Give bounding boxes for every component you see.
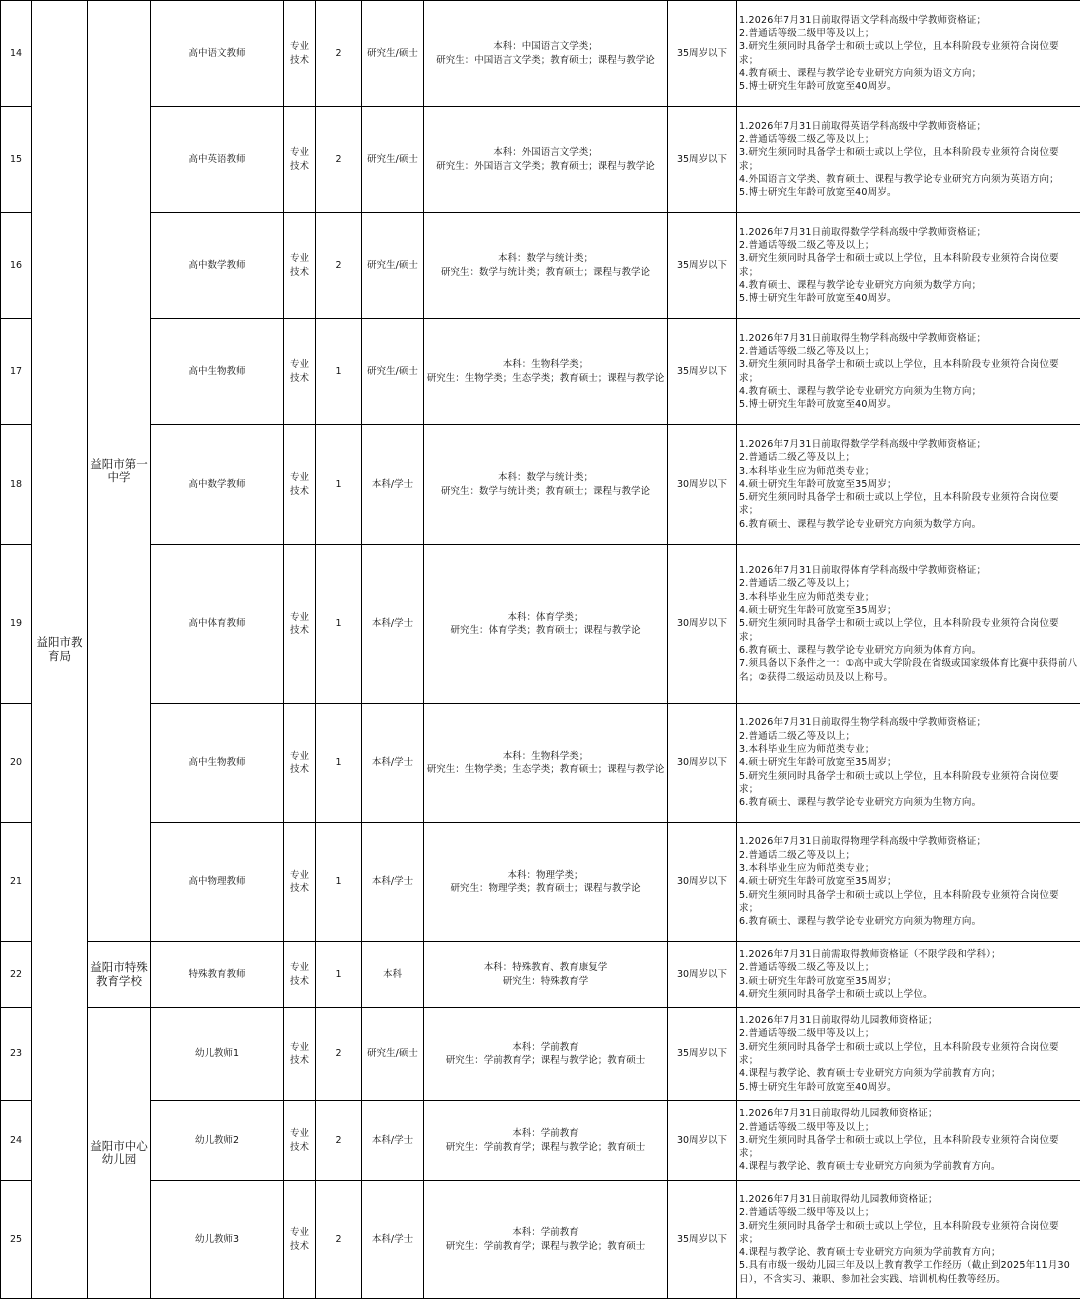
age-limit: 30周岁以下	[668, 425, 737, 545]
post-category: 专业技术	[284, 823, 316, 942]
row-number: 17	[1, 319, 32, 425]
age-limit: 35周岁以下	[668, 1181, 737, 1299]
post-category: 专业技术	[284, 545, 316, 704]
table-row	[1, 942, 1080, 1008]
education-level: 本科/学士	[362, 425, 424, 545]
education-level: 本科/学士	[362, 1181, 424, 1299]
major-requirement: 本科：外国语言文学类； 研究生：外国语言文学类；教育硕士；课程与教学论	[424, 107, 668, 213]
hire-count: 2	[316, 107, 362, 213]
other-requirements: 1.2026年7月31日前取得体育学科高级中学教师资格证； 2.普通话二级乙等及以上； 3.本科毕业生应为师范类专业； 4.硕士研究生年龄可放宽至35周岁； 5.研究生须同时具备学士和硕士或以上学位，且本科阶段专业须符合岗位要求； 6.教育硕士、课程与教学论专业研究方向须为体育方向。 7.须具备以下条件之一：①高中或大学阶段在省级或国家级体育比赛中获得前八名；②获得二级运动员及以上称号。	[737, 545, 1080, 704]
table-row	[1, 319, 1080, 425]
post-category: 专业技术	[284, 1181, 316, 1299]
post-name: 高中体育教师	[151, 545, 284, 704]
row-number: 24	[1, 1101, 32, 1181]
major-requirement: 本科：体育学类； 研究生：体育学类；教育硕士；课程与教学论	[424, 545, 668, 704]
row-number: 14	[1, 1, 32, 107]
table-row	[1, 1, 1080, 107]
age-limit: 35周岁以下	[668, 1008, 737, 1101]
table-row	[1, 704, 1080, 823]
hire-count: 1	[316, 823, 362, 942]
age-limit: 35周岁以下	[668, 107, 737, 213]
row-number: 15	[1, 107, 32, 213]
other-requirements: 1.2026年7月31日前取得幼儿园教师资格证； 2.普通话等级二级甲等及以上； 3.研究生须同时具备学士和硕士或以上学位，且本科阶段专业须符合岗位要求； 4.课程与教学论、教育硕士专业研究方向须为学前教育方向； 5.博士研究生年龄可放宽至40周岁。	[737, 1008, 1080, 1101]
other-requirements: 1.2026年7月31日前取得幼儿园教师资格证； 2.普通话等级二级甲等及以上； 3.研究生须同时具备学士和硕士或以上学位，且本科阶段专业须符合岗位要求； 4.课程与教学论、教育硕士专业研究方向须为学前教育方向。	[737, 1101, 1080, 1181]
major-requirement: 本科：学前教育 研究生：学前教育学；课程与教学论；教育硕士	[424, 1008, 668, 1101]
other-requirements: 1.2026年7月31日前取得物理学科高级中学教师资格证； 2.普通话二级乙等及以上； 3.本科毕业生应为师范类专业； 4.硕士研究生年龄可放宽至35周岁； 5.研究生须同时具备学士和硕士或以上学位，且本科阶段专业须符合岗位要求； 6.教育硕士、课程与教学论专业研究方向须为物理方向。	[737, 823, 1080, 942]
major-requirement: 本科：中国语言文学类； 研究生：中国语言文学类；教育硕士；课程与教学论	[424, 1, 668, 107]
table-row	[1, 1101, 1080, 1181]
post-category: 专业技术	[284, 942, 316, 1008]
major-requirement: 本科：数学与统计类； 研究生：数学与统计类；教育硕士；课程与教学论	[424, 425, 668, 545]
post-category: 专业技术	[284, 213, 316, 319]
post-category: 专业技术	[284, 425, 316, 545]
table-row	[1, 1181, 1080, 1299]
major-requirement: 本科：特殊教育、教育康复学 研究生：特殊教育学	[424, 942, 668, 1008]
post-name: 高中物理教师	[151, 823, 284, 942]
post-category: 专业技术	[284, 1101, 316, 1181]
row-number: 22	[1, 942, 32, 1008]
post-category: 专业技术	[284, 1008, 316, 1101]
major-requirement: 本科：物理学类； 研究生：物理学类；教育硕士；课程与教学论	[424, 823, 668, 942]
hire-count: 1	[316, 704, 362, 823]
post-name: 高中生物教师	[151, 704, 284, 823]
education-level: 本科/学士	[362, 1101, 424, 1181]
row-number: 18	[1, 425, 32, 545]
hire-count: 2	[316, 1101, 362, 1181]
row-number: 20	[1, 704, 32, 823]
table-row	[1, 213, 1080, 319]
education-level: 本科/学士	[362, 704, 424, 823]
hire-count: 2	[316, 1, 362, 107]
age-limit: 35周岁以下	[668, 213, 737, 319]
age-limit: 35周岁以下	[668, 1, 737, 107]
post-name: 高中数学教师	[151, 425, 284, 545]
row-number: 16	[1, 213, 32, 319]
row-number: 19	[1, 545, 32, 704]
post-category: 专业技术	[284, 107, 316, 213]
age-limit: 30周岁以下	[668, 1101, 737, 1181]
post-name: 幼儿教师2	[151, 1101, 284, 1181]
major-requirement: 本科：学前教育 研究生：学前教育学；课程与教学论；教育硕士	[424, 1181, 668, 1299]
major-requirement: 本科：生物科学类； 研究生：生物学类；生态学类；教育硕士；课程与教学论	[424, 319, 668, 425]
hire-count: 1	[316, 425, 362, 545]
age-limit: 30周岁以下	[668, 942, 737, 1008]
other-requirements: 1.2026年7月31日前取得数学学科高级中学教师资格证； 2.普通话二级乙等及以上； 3.本科毕业生应为师范类专业； 4.硕士研究生年龄可放宽至35周岁； 5.研究生须同时具备学士和硕士或以上学位，且本科阶段专业须符合岗位要求； 6.教育硕士、课程与教学论专业研究方向须为数学方向。	[737, 425, 1080, 545]
other-requirements: 1.2026年7月31日前取得数学学科高级中学教师资格证； 2.普通话等级二级乙等及以上； 3.研究生须同时具备学士和硕士或以上学位，且本科阶段专业须符合岗位要求； 4.教育硕士、课程与教学论专业研究方向须为数学方向； 5.博士研究生年龄可放宽至40周岁。	[737, 213, 1080, 319]
other-requirements: 1.2026年7月31日前取得生物学科高级中学教师资格证； 2.普通话二级乙等及以上； 3.本科毕业生应为师范类专业； 4.硕士研究生年龄可放宽至35周岁； 5.研究生须同时具备学士和硕士或以上学位，且本科阶段专业须符合岗位要求； 6.教育硕士、课程与教学论专业研究方向须为生物方向。	[737, 704, 1080, 823]
education-level: 研究生/硕士	[362, 319, 424, 425]
row-number: 25	[1, 1181, 32, 1299]
table-row	[1, 823, 1080, 942]
post-name: 高中英语教师	[151, 107, 284, 213]
other-requirements: 1.2026年7月31日前取得幼儿园教师资格证； 2.普通话等级二级甲等及以上； 3.研究生须同时具备学士和硕士或以上学位，且本科阶段专业须符合岗位要求； 4.课程与教学论、教育硕士专业研究方向须为学前教育方向； 5.具有市级一级幼儿园三年及以上教育教学工作经历（截止到2025年11月30日），不含实习、兼职、参加社会实践、培训机构任教等经历。	[737, 1181, 1080, 1299]
post-name: 幼儿教师1	[151, 1008, 284, 1101]
post-name: 高中语文教师	[151, 1, 284, 107]
education-level: 研究生/硕士	[362, 1008, 424, 1101]
unit-cell: 益阳市特殊教育学校	[88, 942, 151, 1008]
hire-count: 1	[316, 545, 362, 704]
table-row	[1, 545, 1080, 704]
post-name: 特殊教育教师	[151, 942, 284, 1008]
education-level: 本科	[362, 942, 424, 1008]
row-number: 23	[1, 1008, 32, 1101]
hire-count: 1	[316, 942, 362, 1008]
hire-count: 1	[316, 319, 362, 425]
post-name: 幼儿教师3	[151, 1181, 284, 1299]
education-level: 研究生/硕士	[362, 213, 424, 319]
post-category: 专业技术	[284, 1, 316, 107]
other-requirements: 1.2026年7月31日前取得生物学科高级中学教师资格证； 2.普通话等级二级乙等及以上； 3.研究生须同时具备学士和硕士或以上学位，且本科阶段专业须符合岗位要求； 4.教育硕士、课程与教学论专业研究方向须为生物方向； 5.博士研究生年龄可放宽至40周岁。	[737, 319, 1080, 425]
unit-cell: 益阳市第一中学	[88, 1, 151, 942]
table-row	[1, 107, 1080, 213]
education-level: 本科/学士	[362, 823, 424, 942]
education-level: 研究生/硕士	[362, 107, 424, 213]
major-requirement: 本科：学前教育 研究生：学前教育学；课程与教学论；教育硕士	[424, 1101, 668, 1181]
post-category: 专业技术	[284, 704, 316, 823]
other-requirements: 1.2026年7月31日前取得语文学科高级中学教师资格证； 2.普通话等级二级甲等及以上； 3.研究生须同时具备学士和硕士或以上学位，且本科阶段专业须符合岗位要求； 4.教育硕士、课程与教学论专业研究方向须为语文方向； 5.博士研究生年龄可放宽至40周岁。	[737, 1, 1080, 107]
post-name: 高中生物教师	[151, 319, 284, 425]
age-limit: 30周岁以下	[668, 545, 737, 704]
hire-count: 2	[316, 213, 362, 319]
row-number: 21	[1, 823, 32, 942]
other-requirements: 1.2026年7月31日前取得英语学科高级中学教师资格证； 2.普通话等级二级乙等及以上； 3.研究生须同时具备学士和硕士或以上学位，且本科阶段专业须符合岗位要求； 4.外国语言文学类、教育硕士、课程与教学论专业研究方向须为英语方向； 5.博士研究生年龄可放宽至40周岁。	[737, 107, 1080, 213]
unit-cell: 益阳市中心幼儿园	[88, 1008, 151, 1299]
hire-count: 2	[316, 1181, 362, 1299]
age-limit: 30周岁以下	[668, 823, 737, 942]
post-category: 专业技术	[284, 319, 316, 425]
education-level: 本科/学士	[362, 545, 424, 704]
major-requirement: 本科：数学与统计类； 研究生：数学与统计类；教育硕士；课程与教学论	[424, 213, 668, 319]
hire-count: 2	[316, 1008, 362, 1101]
table-row	[1, 1008, 1080, 1101]
post-name: 高中数学教师	[151, 213, 284, 319]
age-limit: 30周岁以下	[668, 704, 737, 823]
major-requirement: 本科：生物科学类； 研究生：生物学类；生态学类；教育硕士；课程与教学论	[424, 704, 668, 823]
education-level: 研究生/硕士	[362, 1, 424, 107]
table-row	[1, 425, 1080, 545]
department-cell: 益阳市教育局	[32, 1, 88, 1299]
age-limit: 35周岁以下	[668, 319, 737, 425]
other-requirements: 1.2026年7月31日前需取得教师资格证（不限学段和学科）； 2.普通话等级二级乙等及以上； 3.硕士研究生年龄可放宽至35周岁； 4.研究生须同时具备学士和硕士或以上学位。	[737, 942, 1080, 1008]
